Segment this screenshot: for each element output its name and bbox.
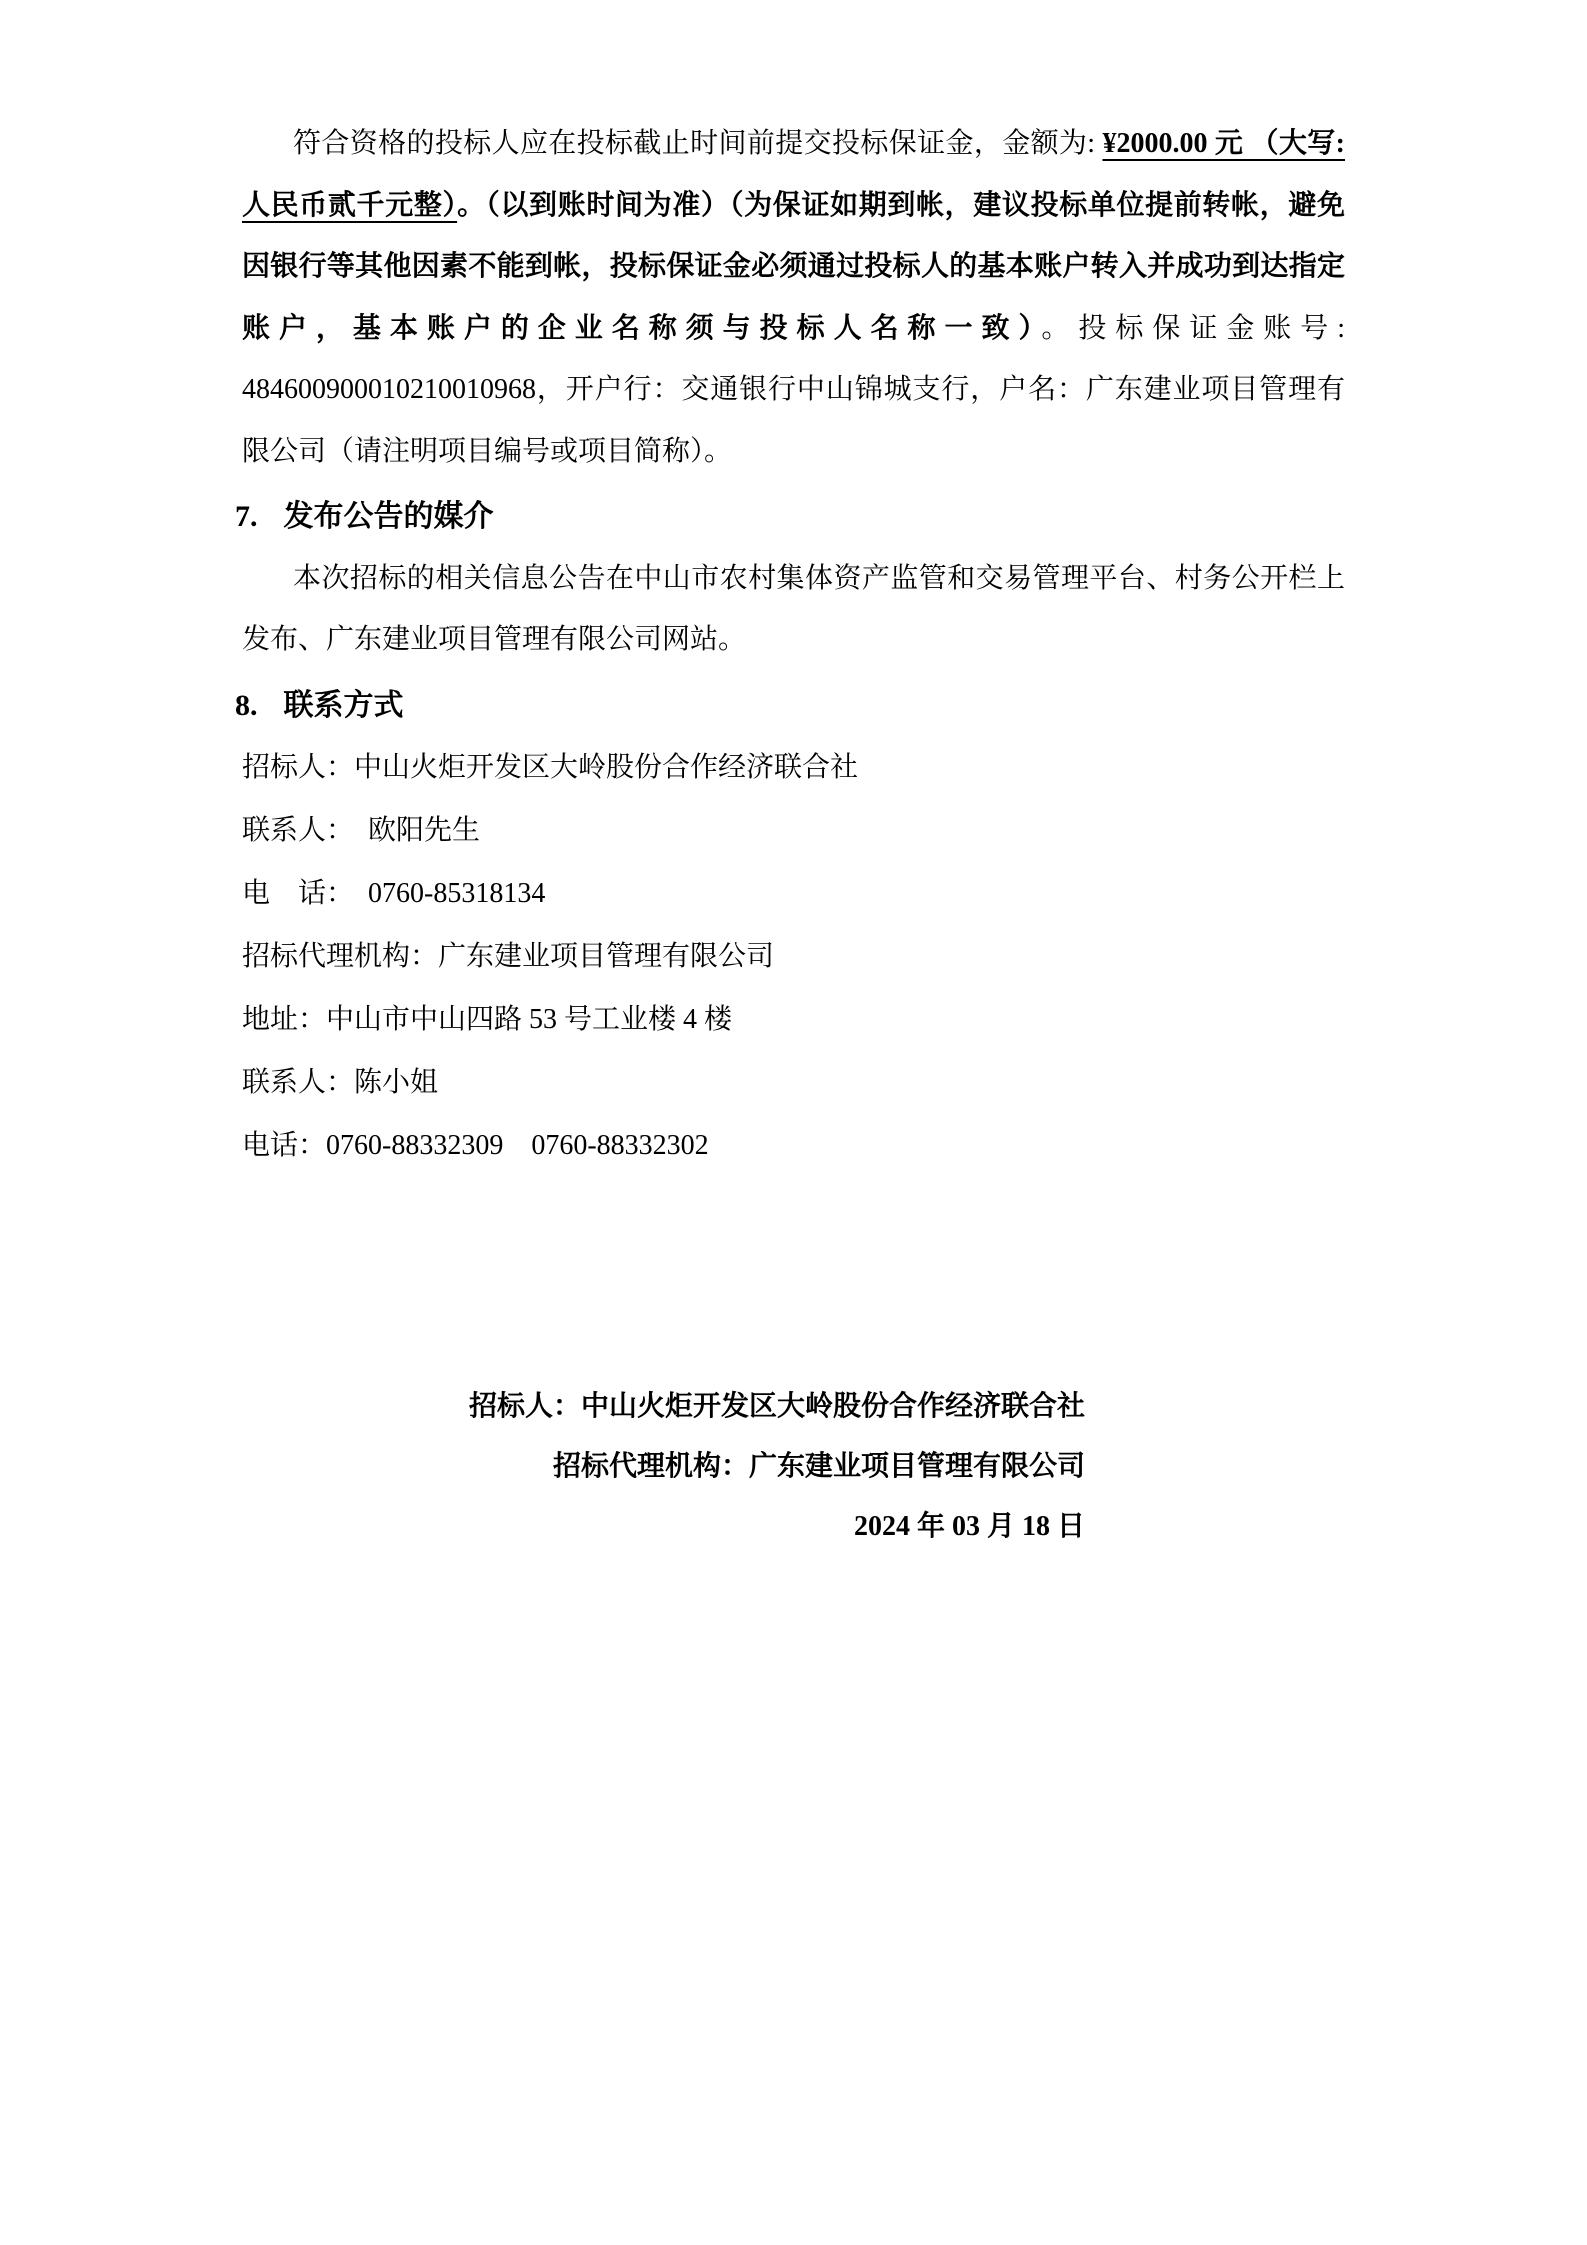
signature-agency-line: 招标代理机构：广东建业项目管理有限公司 xyxy=(552,1451,1085,1482)
section-7-body: 本次招标的相关信息公告在中山市农村集体资产监管和交易管理平台、村务公开栏上发布、广东建业项目管理有限公司网站。 xyxy=(242,562,1345,655)
section-7-title: 发布公告的媒介 xyxy=(283,500,494,533)
section-8-number: 8. xyxy=(235,688,258,722)
section-7-heading xyxy=(235,486,1345,548)
deposit-transfer-note-text: 。（以到账时间为准）（为保证如期到帐，建议投标单位提前转帐，避免因银行等其他因素不能到帐，投标保证金必须通过投标人的基本账户转入并成功到达指定账户，基本账户的企业名称须与投标人名称一致） xyxy=(242,189,1345,344)
agency-line: 招标代理机构：广东建业项目管理有限公司 xyxy=(242,941,775,972)
tenderer-line: 招标人：中山火炬开发区大岭股份合作经济联合社 xyxy=(242,752,859,783)
deposit-account-text: 。投标保证金账号: 484600900010210010968，开户行：交通银行中山锦城支行，户名：广东建业项目管理有限公司（请注明项目编号或项目简称）。 xyxy=(242,312,1345,467)
section-7-number: 7. xyxy=(235,500,258,533)
contact-block xyxy=(242,736,1345,1177)
signature-date-line: 2024 年 03 月 18 日 xyxy=(853,1511,1085,1542)
section-8-title: 联系方式 xyxy=(283,688,404,722)
tenderer-phone-line: 电 话： 0760-85318134 xyxy=(242,878,546,909)
tenderer-contact-person-line: 联系人： 欧阳先生 xyxy=(242,815,481,846)
deposit-amount-underlined-text: ¥2000.00 元 （大写:人民币贰千元整） xyxy=(242,128,1345,221)
deposit-intro-text: 符合资格的投标人应在投标截止时间前提交投标保证金，金额为: xyxy=(293,128,1103,159)
signature-block xyxy=(242,1377,1345,1557)
blank-space xyxy=(242,1177,1345,1377)
agency-address-line: 地址：中山市中山四路 53 号工业楼 4 楼 xyxy=(242,1004,733,1035)
agency-contact-person-line: 联系人：陈小姐 xyxy=(242,1067,439,1098)
deposit-paragraph xyxy=(242,113,1345,482)
signature-tenderer-line: 招标人：中山火炬开发区大岭股份合作经济联合社 xyxy=(468,1391,1085,1422)
agency-phone-line: 电话：0760-88332309 0760-88332302 xyxy=(242,1130,709,1161)
section-8-heading xyxy=(235,675,1345,737)
